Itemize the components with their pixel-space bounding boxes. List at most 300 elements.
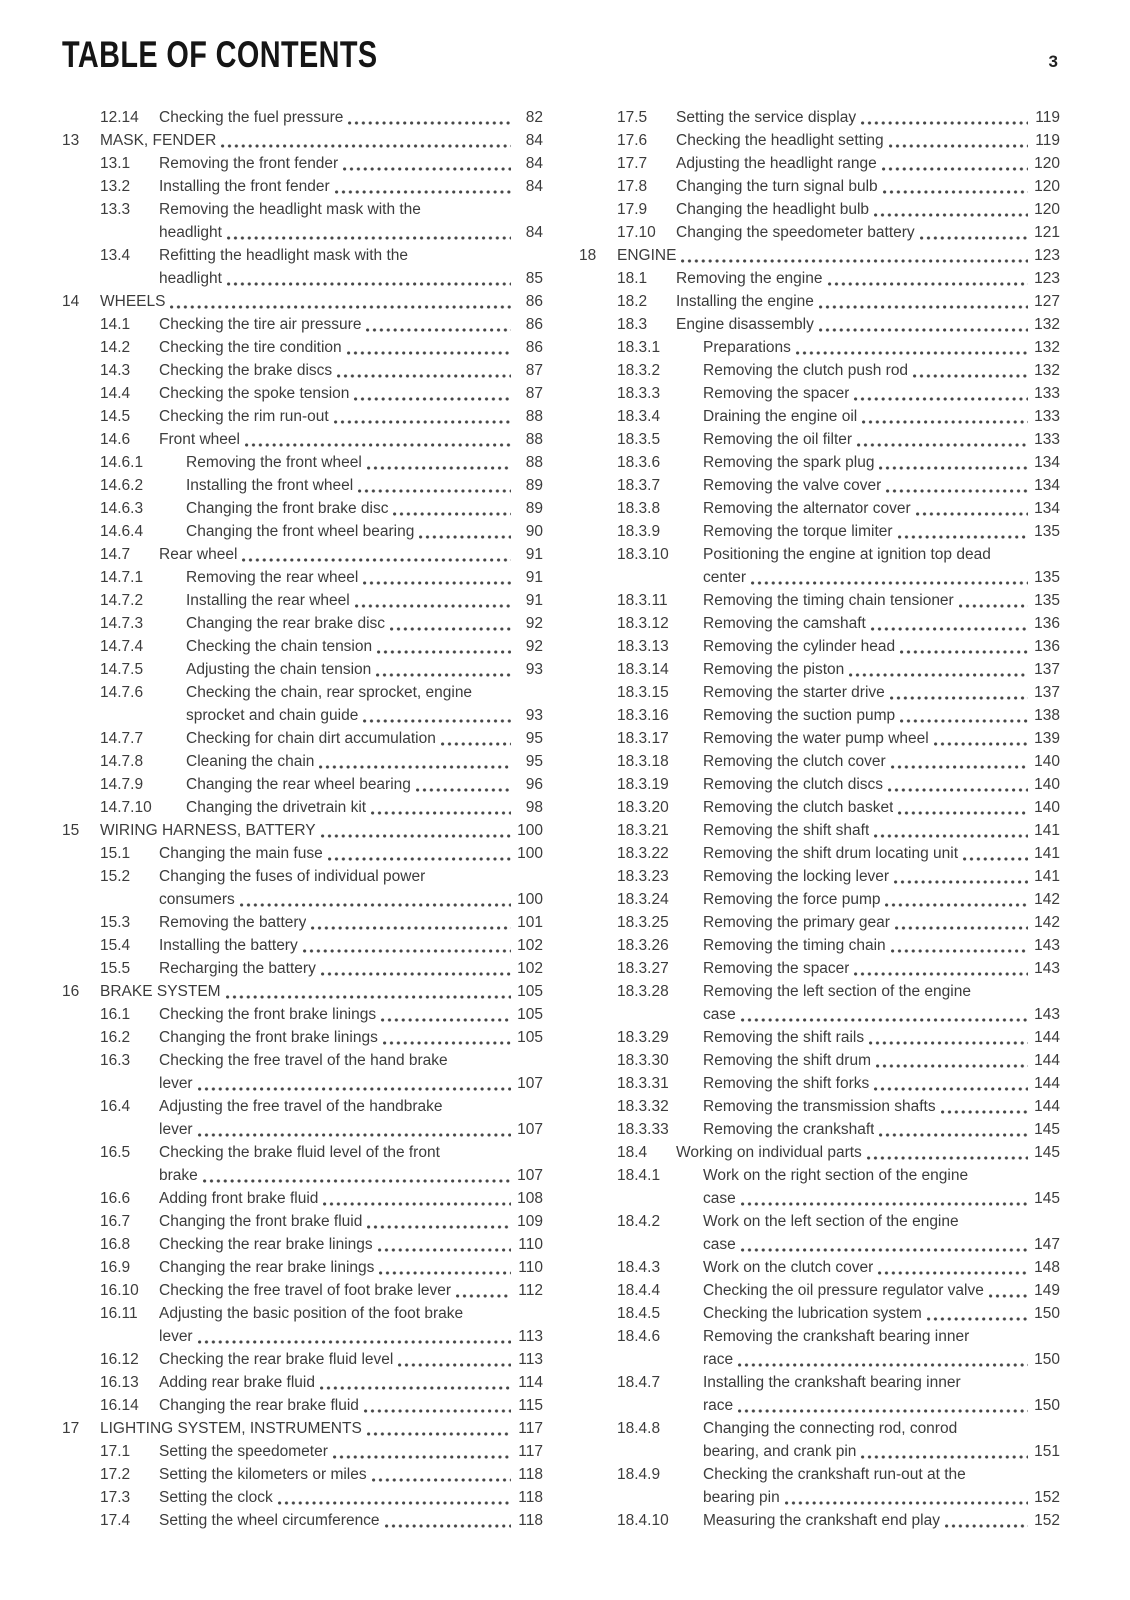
toc-entry-title: Removing the clutch discs xyxy=(703,776,884,793)
toc-entry-number: 17.3 xyxy=(100,1489,131,1506)
toc-entry-page: 90 xyxy=(525,523,543,540)
toc-entry-body xyxy=(159,1003,543,1026)
toc-entry-line xyxy=(186,773,543,796)
toc-entry xyxy=(62,313,543,336)
toc-entry-title: Front wheel xyxy=(159,431,240,448)
toc-entry-title: headlight xyxy=(159,224,222,241)
toc-entry-number: 14.7 xyxy=(100,546,131,563)
toc-entry-title: race xyxy=(703,1397,734,1414)
toc-entry-page: 120 xyxy=(1034,178,1060,195)
toc-entry-body xyxy=(159,1279,543,1302)
toc-entry xyxy=(579,865,1060,888)
toc-entry-body xyxy=(703,1371,1060,1417)
toc-entry-body xyxy=(159,865,543,911)
toc-entry-line xyxy=(186,566,543,589)
toc-entry-body xyxy=(159,1049,543,1095)
toc-entry-title-line: Adjusting the free travel of the handbrake xyxy=(159,1098,443,1115)
toc-entry-title: Removing the front wheel xyxy=(186,454,362,471)
toc-entry xyxy=(579,980,1060,1026)
toc-entry-number: 18.3.31 xyxy=(617,1075,669,1092)
toc-entry-number: 16.9 xyxy=(100,1259,131,1276)
toc-entry-line xyxy=(703,405,1060,428)
toc-entry-number: 14.7.7 xyxy=(100,730,144,747)
toc-entry xyxy=(62,1210,543,1233)
toc-entry-line xyxy=(159,1026,543,1049)
toc-entry-body xyxy=(100,290,543,313)
toc-entry-line xyxy=(703,474,1060,497)
toc-entry-page: 144 xyxy=(1034,1029,1060,1046)
toc-entry xyxy=(62,934,543,957)
toc-entry-number: 16.2 xyxy=(100,1029,131,1046)
toc-entry xyxy=(579,1302,1060,1325)
toc-leader-dots xyxy=(240,903,511,907)
toc-entry xyxy=(62,1026,543,1049)
toc-entry-number: 13.2 xyxy=(100,178,131,195)
toc-entry-body xyxy=(159,175,543,198)
toc-leader-dots xyxy=(456,1294,511,1298)
toc-leader-dots xyxy=(303,949,511,953)
toc-entry-line xyxy=(159,543,543,566)
toc-entry-body xyxy=(703,405,1060,428)
toc-entry-number: 13 xyxy=(62,132,80,149)
toc-entry-title: Installing the front fender xyxy=(159,178,330,195)
toc-entry-title: Changing the rear wheel bearing xyxy=(186,776,411,793)
toc-entry-body xyxy=(159,198,543,244)
toc-entry xyxy=(579,1141,1060,1164)
toc-entry-title-line: Changing the connecting rod, conrod xyxy=(703,1420,958,1437)
toc-entry-page: 127 xyxy=(1034,293,1060,310)
toc-leader-dots xyxy=(311,926,511,930)
toc-entry-line xyxy=(186,658,543,681)
toc-entry-title: Removing the timing chain tensioner xyxy=(703,592,954,609)
toc-entry-page: 123 xyxy=(1034,247,1060,264)
toc-entry-number: 13.3 xyxy=(100,201,131,218)
toc-leader-dots xyxy=(227,282,511,286)
toc-entry-title: bearing pin xyxy=(703,1489,780,1506)
toc-entry-title: Checking the chain tension xyxy=(186,638,373,655)
toc-entry-title: Removing the clutch cover xyxy=(703,753,886,770)
toc-entry-number: 15.4 xyxy=(100,937,131,954)
toc-entry-body xyxy=(703,773,1060,796)
toc-entry-title: Cleaning the chain xyxy=(186,753,315,770)
toc-entry-title: center xyxy=(703,569,747,586)
toc-entry-body xyxy=(703,1118,1060,1141)
toc-entry xyxy=(579,1463,1060,1509)
toc-entry-number: 16.3 xyxy=(100,1052,131,1069)
toc-leader-dots xyxy=(379,1271,511,1275)
toc-entry-number: 16.1 xyxy=(100,1006,131,1023)
toc-entry-number: 18.4 xyxy=(617,1144,648,1161)
toc-leader-dots xyxy=(333,1455,511,1459)
toc-entry-page: 102 xyxy=(517,960,543,977)
toc-leader-dots xyxy=(895,926,1028,930)
toc-entry-body xyxy=(703,1417,1060,1463)
toc-entry-number: 17.8 xyxy=(617,178,648,195)
toc-entry xyxy=(62,543,543,566)
toc-entry-body xyxy=(703,1210,1060,1256)
toc-entry-page: 137 xyxy=(1034,684,1060,701)
toc-entry-page: 101 xyxy=(517,914,543,931)
toc-entry-title: sprocket and chain guide xyxy=(186,707,359,724)
toc-entry xyxy=(62,750,543,773)
toc-leader-dots xyxy=(245,443,511,447)
toc-leader-dots xyxy=(796,351,1028,355)
toc-entry xyxy=(62,359,543,382)
toc-entry-title: brake xyxy=(159,1167,198,1184)
toc-entry xyxy=(62,1486,543,1509)
toc-entry-line xyxy=(159,1279,543,1302)
toc-leader-dots xyxy=(278,1501,511,1505)
toc-entry xyxy=(579,1072,1060,1095)
toc-entry-title: Changing the turn signal bulb xyxy=(676,178,878,195)
toc-entry-line xyxy=(159,1118,543,1141)
toc-entry-line xyxy=(703,1003,1060,1026)
toc-entry-page: 133 xyxy=(1034,385,1060,402)
page-number: 3 xyxy=(1048,52,1058,71)
toc-entry-line xyxy=(703,1279,1060,1302)
toc-entry-page: 147 xyxy=(1034,1236,1060,1253)
toc-entry-body xyxy=(703,382,1060,405)
toc-leader-dots xyxy=(221,144,511,148)
toc-entry-page: 152 xyxy=(1034,1489,1060,1506)
toc-entry xyxy=(62,290,543,313)
toc-entry-page: 145 xyxy=(1034,1121,1060,1138)
toc-entry xyxy=(579,1118,1060,1141)
toc-entry-page: 138 xyxy=(1034,707,1060,724)
toc-entry-title: Installing the battery xyxy=(159,937,298,954)
toc-entry-body xyxy=(159,382,543,405)
toc-leader-dots xyxy=(876,1064,1028,1068)
toc-entry xyxy=(579,290,1060,313)
toc-entry-title: Rear wheel xyxy=(159,546,238,563)
toc-entry-page: 144 xyxy=(1034,1075,1060,1092)
toc-entry-line xyxy=(186,474,543,497)
toc-entry-title: WHEELS xyxy=(100,293,166,310)
toc-entry-number: 16 xyxy=(62,983,80,1000)
toc-entry xyxy=(579,1049,1060,1072)
toc-entry-body xyxy=(159,934,543,957)
toc-entry-title: Draining the engine oil xyxy=(703,408,858,425)
toc-entry-page: 132 xyxy=(1034,362,1060,379)
toc-entry-line xyxy=(676,267,1060,290)
toc-entry-page: 135 xyxy=(1034,569,1060,586)
toc-entry-page: 140 xyxy=(1034,753,1060,770)
toc-entry xyxy=(579,1417,1060,1463)
toc-entry-body xyxy=(159,1440,543,1463)
toc-entry-page: 143 xyxy=(1034,937,1060,954)
toc-leader-dots xyxy=(323,1202,511,1206)
toc-entry-body xyxy=(676,175,1060,198)
toc-entry-body xyxy=(159,842,543,865)
toc-entry xyxy=(62,681,543,727)
toc-entry-title: Installing the engine xyxy=(676,293,814,310)
toc-entry-title: headlight xyxy=(159,270,222,287)
toc-entry xyxy=(579,175,1060,198)
toc-entry-number: 14.7.5 xyxy=(100,661,144,678)
toc-leader-dots xyxy=(819,305,1028,309)
toc-entry-line xyxy=(703,1509,1060,1532)
toc-entry-page: 95 xyxy=(525,730,543,747)
toc-entry-line xyxy=(703,934,1060,957)
toc-entry-title: Preparations xyxy=(703,339,791,356)
toc-entry xyxy=(579,336,1060,359)
toc-entry-title-line: Refitting the headlight mask with the xyxy=(159,247,408,264)
toc-entry-body xyxy=(703,1164,1060,1210)
toc-entry-line xyxy=(703,612,1060,635)
toc-leader-dots xyxy=(738,1363,1028,1367)
toc-entry-number: 18.4.7 xyxy=(617,1374,661,1391)
toc-entry xyxy=(62,1233,543,1256)
toc-entry-number: 18.3.12 xyxy=(617,615,669,632)
toc-columns xyxy=(0,106,1130,1532)
toc-entry-page: 107 xyxy=(517,1121,543,1138)
toc-leader-dots xyxy=(878,1271,1028,1275)
toc-entry-number: 18.3.22 xyxy=(617,845,669,862)
toc-entry-line xyxy=(703,589,1060,612)
toc-entry-line xyxy=(100,129,543,152)
toc-entry xyxy=(62,796,543,819)
toc-entry-title: Checking the oil pressure regulator valve xyxy=(703,1282,984,1299)
toc-entry-page: 87 xyxy=(525,362,543,379)
toc-entry-line xyxy=(159,1187,543,1210)
toc-entry-page: 89 xyxy=(525,477,543,494)
toc-entry xyxy=(579,773,1060,796)
toc-entry-title: Adding front brake fluid xyxy=(159,1190,319,1207)
toc-entry xyxy=(62,635,543,658)
toc-entry xyxy=(579,1371,1060,1417)
toc-leader-dots xyxy=(989,1294,1028,1298)
toc-entry xyxy=(62,911,543,934)
toc-entry-body xyxy=(703,980,1060,1026)
toc-entry-title: Changing the front brake linings xyxy=(159,1029,378,1046)
toc-entry-line xyxy=(159,1486,543,1509)
toc-entry-page: 120 xyxy=(1034,155,1060,172)
toc-entry-number: 13.4 xyxy=(100,247,131,264)
toc-entry-title: ENGINE xyxy=(617,247,677,264)
toc-leader-dots xyxy=(347,351,511,355)
toc-entry-number: 16.5 xyxy=(100,1144,131,1161)
toc-entry-body xyxy=(159,1486,543,1509)
toc-entry-title: Changing the rear brake linings xyxy=(159,1259,375,1276)
toc-entry-title-line: Positioning the engine at ignition top dead xyxy=(703,546,991,563)
toc-entry-number: 18.3.2 xyxy=(617,362,661,379)
toc-entry-title: Work on the clutch cover xyxy=(703,1259,874,1276)
toc-entry-line xyxy=(159,359,543,382)
toc-entry-body xyxy=(703,1049,1060,1072)
toc-entry-number: 18.1 xyxy=(617,270,648,287)
toc-entry-line xyxy=(186,589,543,612)
toc-entry xyxy=(62,129,543,152)
toc-entry-number: 14.6.3 xyxy=(100,500,144,517)
toc-entry-number: 14.2 xyxy=(100,339,131,356)
toc-entry-title: Removing the starter drive xyxy=(703,684,885,701)
toc-entry-title: Changing the rear brake disc xyxy=(186,615,386,632)
toc-entry-body xyxy=(703,428,1060,451)
toc-entry-line xyxy=(703,727,1060,750)
toc-entry xyxy=(62,382,543,405)
toc-entry-body xyxy=(703,359,1060,382)
toc-entry-title: Removing the torque limiter xyxy=(703,523,893,540)
toc-entry-body xyxy=(703,934,1060,957)
toc-entry xyxy=(579,152,1060,175)
toc-entry-title: Changing the front brake fluid xyxy=(159,1213,363,1230)
toc-entry xyxy=(62,980,543,1003)
toc-entry-page: 133 xyxy=(1034,431,1060,448)
toc-entry-title: Removing the locking lever xyxy=(703,868,890,885)
toc-entry-body xyxy=(186,681,543,727)
toc-entry-body xyxy=(159,152,543,175)
toc-leader-dots xyxy=(890,696,1028,700)
toc-entry-body xyxy=(676,106,1060,129)
toc-entry-title: Setting the wheel circumference xyxy=(159,1512,380,1529)
toc-entry xyxy=(579,198,1060,221)
toc-entry-line xyxy=(703,865,1060,888)
toc-entry-number: 18.3.25 xyxy=(617,914,669,931)
toc-entry xyxy=(62,1141,543,1187)
toc-entry xyxy=(579,1164,1060,1210)
toc-entry-number: 17.4 xyxy=(100,1512,131,1529)
toc-entry-body xyxy=(676,198,1060,221)
toc-entry-title: case xyxy=(703,1190,736,1207)
toc-entry-title: Removing the spacer xyxy=(703,960,850,977)
toc-entry-title-line: Work on the left section of the engine xyxy=(703,1213,959,1230)
toc-entry-title-line: Removing the crankshaft bearing inner xyxy=(703,1328,970,1345)
toc-entry-line xyxy=(676,198,1060,221)
toc-entry xyxy=(579,750,1060,773)
toc-entry xyxy=(62,1463,543,1486)
toc-entry-page: 105 xyxy=(517,1029,543,1046)
toc-entry-line xyxy=(703,1049,1060,1072)
toc-entry-title: lever xyxy=(159,1328,193,1345)
toc-entry-title: Checking the lubrication system xyxy=(703,1305,922,1322)
toc-leader-dots xyxy=(319,765,511,769)
toc-entry-number: 15.2 xyxy=(100,868,131,885)
toc-leader-dots xyxy=(874,213,1028,217)
toc-entry-line xyxy=(159,221,543,244)
toc-column-left xyxy=(62,106,543,1532)
toc-leader-dots xyxy=(963,857,1028,861)
toc-entry-title: Removing the primary gear xyxy=(703,914,890,931)
toc-entry-body xyxy=(186,773,543,796)
toc-entry-page: 95 xyxy=(525,753,543,770)
toc-entry-title: Installing the front wheel xyxy=(186,477,354,494)
toc-entry-body xyxy=(159,957,543,980)
toc-entry xyxy=(579,474,1060,497)
toc-leader-dots xyxy=(381,1018,511,1022)
toc-entry-line xyxy=(703,428,1060,451)
toc-entry-line xyxy=(159,911,543,934)
toc-entry-page: 134 xyxy=(1034,477,1060,494)
toc-leader-dots xyxy=(945,1524,1028,1528)
toc-leader-dots xyxy=(819,328,1028,332)
toc-entry-body xyxy=(676,152,1060,175)
toc-entry-body xyxy=(159,1302,543,1348)
toc-entry-title: Setting the speedometer xyxy=(159,1443,328,1460)
toc-entry-line xyxy=(159,336,543,359)
toc-leader-dots xyxy=(885,903,1028,907)
toc-entry-page: 105 xyxy=(517,1006,543,1023)
toc-entry-number: 18.3.4 xyxy=(617,408,661,425)
toc-entry-title: Removing the camshaft xyxy=(703,615,866,632)
toc-entry-title: Removing the valve cover xyxy=(703,477,882,494)
toc-entry-number: 18.3.24 xyxy=(617,891,669,908)
toc-entry-line xyxy=(159,1509,543,1532)
toc-entry xyxy=(579,704,1060,727)
toc-entry-number: 18.3.11 xyxy=(617,592,668,609)
toc-leader-dots xyxy=(898,811,1028,815)
toc-entry-line xyxy=(186,750,543,773)
toc-entry-page: 98 xyxy=(525,799,543,816)
toc-entry-page: 84 xyxy=(525,224,543,241)
toc-leader-dots xyxy=(227,236,511,240)
toc-entry-line xyxy=(186,635,543,658)
toc-entry xyxy=(62,175,543,198)
toc-entry xyxy=(62,658,543,681)
toc-leader-dots xyxy=(959,604,1028,608)
toc-leader-dots xyxy=(170,305,511,309)
toc-leader-dots xyxy=(371,811,511,815)
toc-entry-number: 18.3.33 xyxy=(617,1121,669,1138)
toc-leader-dots xyxy=(874,1087,1028,1091)
toc-entry-line xyxy=(703,1233,1060,1256)
toc-entry-line xyxy=(703,497,1060,520)
toc-leader-dots xyxy=(751,581,1028,585)
toc-entry-page: 140 xyxy=(1034,776,1060,793)
toc-entry-page: 133 xyxy=(1034,408,1060,425)
toc-entry xyxy=(579,543,1060,589)
toc-entry-number: 18.3.19 xyxy=(617,776,669,793)
toc-entry-page: 141 xyxy=(1034,822,1060,839)
toc-entry xyxy=(579,244,1060,267)
toc-entry-page: 119 xyxy=(1035,109,1060,126)
toc-entry-body xyxy=(100,980,543,1003)
toc-entry-body xyxy=(703,704,1060,727)
toc-entry-title-line: Changing the fuses of individual power xyxy=(159,868,426,885)
toc-entry-number: 14.7.3 xyxy=(100,615,144,632)
toc-entry-body xyxy=(186,750,543,773)
toc-entry-title: Recharging the battery xyxy=(159,960,316,977)
toc-entry-body xyxy=(159,1026,543,1049)
toc-entry-title-line: Work on the right section of the engine xyxy=(703,1167,969,1184)
toc-entry-title: LIGHTING SYSTEM, INSTRUMENTS xyxy=(100,1420,362,1437)
toc-entry-title: Setting the clock xyxy=(159,1489,273,1506)
toc-leader-dots xyxy=(741,1018,1028,1022)
toc-entry xyxy=(62,474,543,497)
toc-entry-page: 149 xyxy=(1034,1282,1060,1299)
toc-leader-dots xyxy=(416,788,511,792)
toc-entry-body xyxy=(186,566,543,589)
toc-leader-dots xyxy=(419,535,511,539)
toc-entry-number: 18.3.21 xyxy=(617,822,669,839)
toc-entry-page: 150 xyxy=(1034,1397,1060,1414)
toc-entry-body xyxy=(100,819,543,842)
toc-entry-title: Removing the piston xyxy=(703,661,845,678)
toc-entry-body xyxy=(703,1325,1060,1371)
toc-entry-page: 84 xyxy=(525,178,543,195)
toc-entry xyxy=(579,267,1060,290)
toc-entry-page: 110 xyxy=(518,1236,543,1253)
toc-entry-number: 16.11 xyxy=(100,1305,138,1322)
toc-entry-page: 132 xyxy=(1034,316,1060,333)
toc-leader-dots xyxy=(441,742,511,746)
toc-entry-line xyxy=(703,911,1060,934)
toc-entry-body xyxy=(676,313,1060,336)
toc-leader-dots xyxy=(879,466,1028,470)
toc-entry-title: Removing the timing chain xyxy=(703,937,886,954)
toc-entry-line xyxy=(676,175,1060,198)
toc-entry xyxy=(62,152,543,175)
toc-entry-body xyxy=(159,244,543,290)
